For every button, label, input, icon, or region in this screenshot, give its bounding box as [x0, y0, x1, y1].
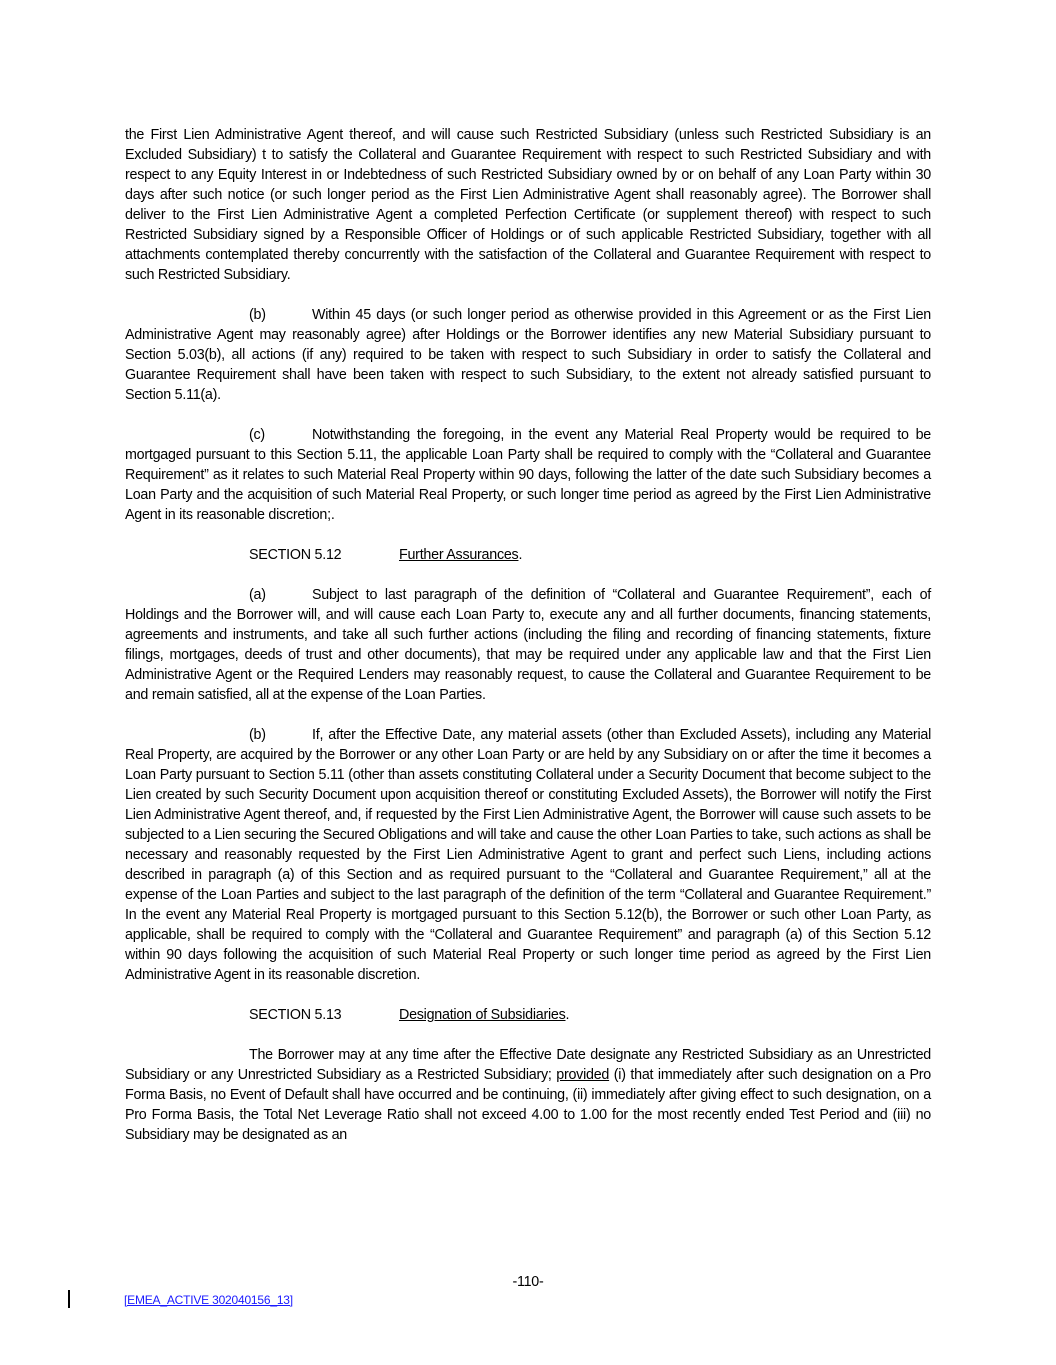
paragraph-5-12-a: [125, 585, 931, 705]
paragraph-continued: the First Lien Administrative Agent thereof, and will cause such Restricted Subsidiary (unless such Restricted Subsidiary is an Excluded Subsidiary) t to satisfy the Collateral and Guarantee Requirement with respect to such Restricted Subsidiary and with respect to any Equity Interest in or Indebtedness of such Restricted Subsidiary owned by or on behalf of any Loan Party within 30 days after such notice (or such longer period as the First Lien Administrative Agent shall reasonably agree). The Borrower shall deliver to the First Lien Administrative Agent a completed Perfection Certificate (or supplement thereof) with respect to such Restricted Subsidiary signed by a Responsible Officer of Holdings or of such applicable Restricted Subsidiary, together with all attachments contemplated thereby concurrently with the satisfaction of the Collateral and Guarantee Requirement with respect to such Restricted Subsidiary.: [125, 127, 931, 283]
provided-term: provided: [556, 1067, 610, 1083]
clause-text-before: The Borrower may at any time after the Effective Date designate any Restricted Subsidiary as an Unrestricted Subsidiary or any Unrestricted Subsidiary as a Restricted Subsidiary;: [125, 1047, 931, 1083]
section-number: SECTION 5.12: [249, 547, 342, 563]
page-number: -110-: [512, 1274, 544, 1290]
revision-change-bar: [68, 1290, 70, 1308]
paragraph-5-11-c: [125, 425, 931, 525]
paragraph-5-12-b: [125, 725, 931, 985]
document-id: [EMEA_ACTIVE 302040156_13]: [124, 1293, 293, 1307]
section-title-period: .: [565, 1007, 570, 1023]
clause-text: If, after the Effective Date, any material assets (other than Excluded Assets), including any Material Real Property, are acquired by the Borrower or any other Loan Party or are held by any Subsidiary on or after the time it becomes a Loan Party pursuant to Section 5.11 (other than assets constituting Collateral under a Security Document that become subject to the Lien created by such Security Document upon acquisition thereof or constituting Excluded Assets), the Borrower will notify the First Lien Administrative Agent thereof, and, if requested by the First Lien Administrative Agent, the Borrower will cause such assets to be subjected to a Lien securing the Secured Obligations and will take and cause the other Loan Parties to take, such actions as shall be necessary and reasonably requested by the First Lien Administrative Agent to grant and perfect such Liens, including actions described in paragraph (a) of this Section and as required pursuant to the “Collateral and Guarantee Requirement,” all at the expense of the Loan Parties and subject to the last paragraph of the definition of the term “Collateral and Guarantee Requirement.” In the event any Material Real Property is mortgaged pursuant to this Section 5.12(b), the Borrower or such other Loan Party, as applicable, shall be required to comply with the “Collateral and Guarantee Requirement” and paragraph (a) of this Section 5.12 within 90 days following the acquisition of such Material Real Property or such longer time period as agreed by the First Lien Administrative Agent in its reasonable discretion.: [125, 727, 931, 983]
paragraph-5-13: [125, 1045, 931, 1145]
section-5-12-heading: [249, 545, 931, 565]
clause-text: Notwithstanding the foregoing, in the event any Material Real Property would be required to be mortgaged pursuant to this Section 5.11, the applicable Loan Party shall be required to comply with the “Collateral and Guarantee Requirement” as it relates to such Material Real Property within 90 days, following the latter of the date such Subsidiary becomes a Loan Party and the acquisition of such Material Real Property, or such longer time period as agreed by the First Lien Administrative Agent in its reasonable discretion;.: [125, 427, 931, 523]
clause-text-after: (i) that immediately after such designation on a Pro Forma Basis, no Event of Default shall have occurred and be continuing, (ii) immediately after giving effect to such designation, on a Pro Forma Basis, the Total Net Leverage Ratio shall not exceed 4.00 to 1.00 for the most recently ended Test Period and (iii) no Subsidiary may be designated as an: [125, 1067, 932, 1143]
section-title: Further Assurances: [399, 547, 519, 563]
section-title: Designation of Subsidiaries: [399, 1007, 566, 1023]
clause-label: (b): [249, 727, 266, 743]
clause-text: Subject to last paragraph of the definition of “Collateral and Guarantee Requirement”, each of Holdings and the Borrower will, and will cause each Loan Party to, execute any and all further documents, financing statements, agreements and instruments, and take all such further actions (including the filing and recording of financing statements, fixture filings, mortgages, deeds of trust and other documents), that may be required under any applicable law and that the First Lien Administrative Agent or the Required Lenders may reasonably request, to cause the Collateral and Guarantee Requirement to be and remain satisfied, all at the expense of the Loan Parties.: [125, 587, 931, 703]
paragraph-5-11-b: [125, 305, 931, 405]
section-title-period: .: [518, 547, 523, 563]
clause-text: Within 45 days (or such longer period as otherwise provided in this Agreement or as the First Lien Administrative Agent may reasonably agree) after Holdings or the Borrower identifies any new Material Subsidiary pursuant to Section 5.03(b), all actions (if any) required to be taken with respect to such Subsidiary in order to satisfy the Collateral and Guarantee Requirement shall have been taken with respect to such Subsidiary, to the extent not already satisfied pursuant to Section 5.11(a).: [125, 307, 931, 403]
document-body: [125, 125, 931, 1165]
clause-label: (b): [249, 307, 266, 323]
section-number: SECTION 5.13: [249, 1007, 342, 1023]
section-5-13-heading: [249, 1005, 931, 1025]
clause-label: (c): [249, 427, 265, 443]
clause-label: (a): [249, 587, 266, 603]
